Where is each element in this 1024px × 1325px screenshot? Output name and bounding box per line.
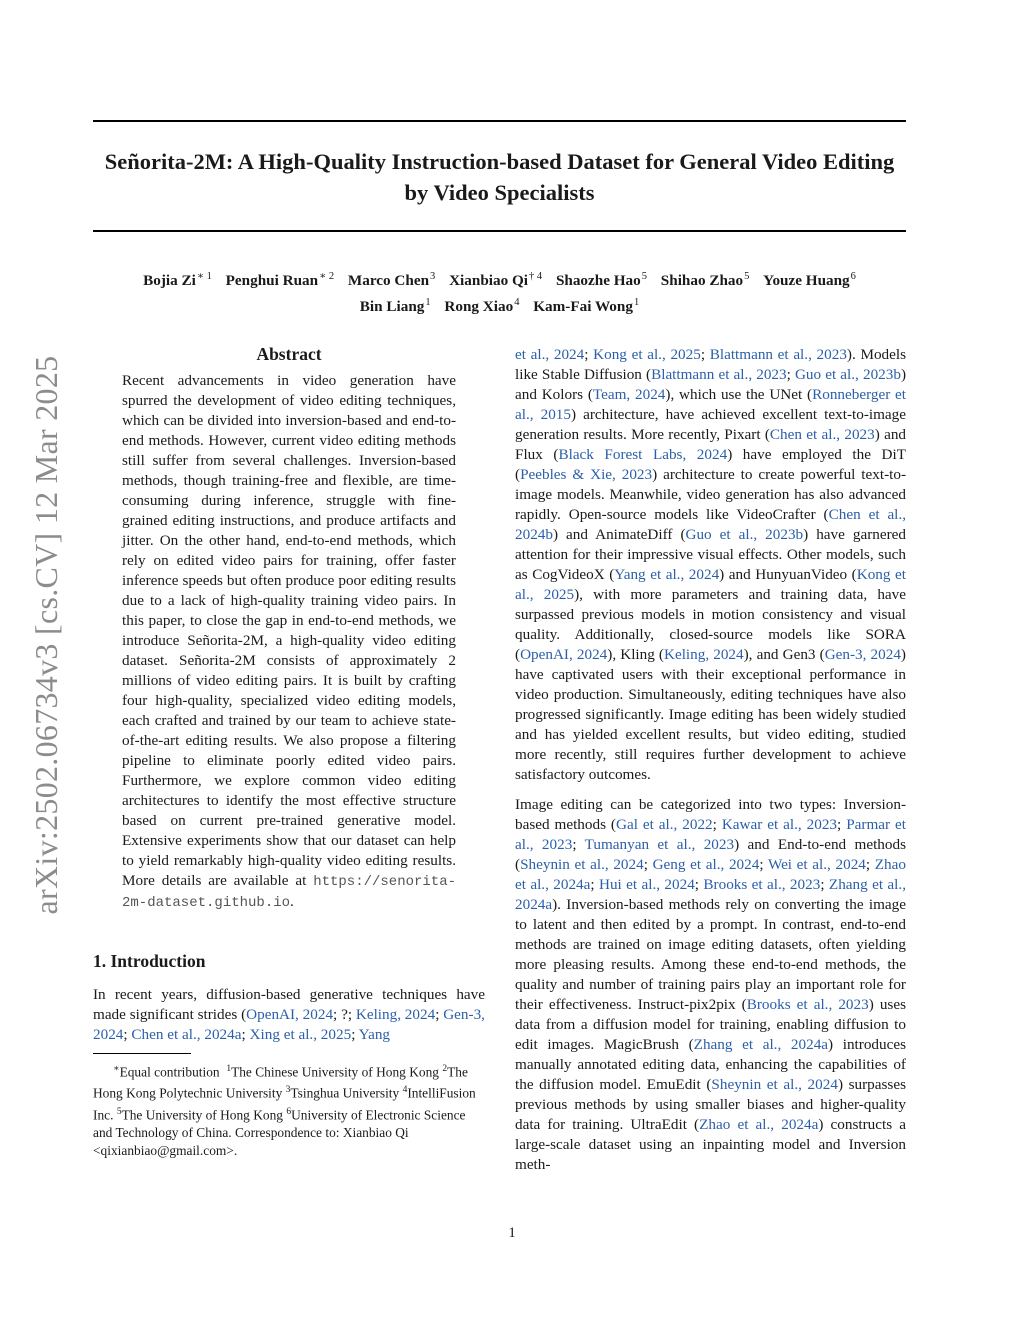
author-4 xyxy=(449,272,542,289)
author-name: Penghui Ruan xyxy=(225,272,319,290)
citation-link[interactable]: Xing et al., 2025 xyxy=(249,1026,352,1043)
citation-link[interactable]: Peebles & Xie, 2023 xyxy=(520,466,653,483)
author-list xyxy=(93,266,906,318)
citation-link[interactable]: Gal et al., 2022 xyxy=(616,816,713,833)
citation-link[interactable]: Yang xyxy=(358,1026,391,1043)
title-rule-top xyxy=(93,120,906,122)
citation-link[interactable]: Zhao et al., 2024a xyxy=(515,856,906,893)
footnote-aff4: IntelliFusion Inc. xyxy=(93,1085,476,1123)
citation-link[interactable]: Zhao et al., 2024a xyxy=(699,1116,819,1133)
introduction-body: In recent years, diffusion-based generative techniques have made significant strides (OpenAI, 2024; ?; Keling, 2024; Gen-3, 2024; Chen et al., 2024a; Xing et al., 2025; Yang xyxy=(93,986,485,1043)
footnotes xyxy=(93,1060,485,1160)
author-affiliation-mark: 3 xyxy=(430,271,436,282)
citation-link[interactable]: Parmar et al., 2023 xyxy=(515,816,906,853)
author-name: Xianbiao Qi xyxy=(449,272,529,290)
citation-link[interactable]: Zhang et al., 2024a xyxy=(515,876,906,913)
citation-link[interactable]: Kawar et al., 2023 xyxy=(721,816,838,833)
footnote-mark-5: 5 xyxy=(116,1106,122,1117)
footnote-aff3: Tsinghua University xyxy=(290,1085,400,1101)
citation-link[interactable]: Keling, 2024 xyxy=(355,1006,436,1023)
author-name: Bojia Zi xyxy=(143,272,196,290)
footnote-mark-1: 1 xyxy=(226,1064,232,1074)
author-name: Shaozhe Hao xyxy=(555,272,641,290)
citation-link[interactable]: Geng et al., 2024 xyxy=(652,856,760,873)
abstract-body xyxy=(122,371,456,913)
abstract-text: Recent advancements in video generation have spurred the development of video editing techniques, which can be divided into inversion-based and end-to-end methods. However, current video editing methods still suffer from several challenges. Inversion-based methods, though training-free and flexible, are time-consuming during inference, struggle with fine-grained editing instructions, and produce artifacts and jitter. On the other hand, end-to-end methods, which rely on edited video pairs for training, offer faster inference speeds but often produce poor editing results due to a lack of high-quality training video pairs. In this paper, to close the gap in end-to-end methods, we introduce Señorita-2M, a high-quality video editing dataset. Señorita-2M consists of approximately 2 millions of video editing pairs. It is built by crafting four high-quality, specialized video editing models, each crafted and trained by our team to achieve state-of-the-art editing results. We also propose a filtering pipeline to eliminate poorly edited video pairs. Furthermore, we explore common video editing architectures to identify the most effective structure based on current pre-trained generative model. Extensive experiments show that our dataset can help to yield remarkably high-quality video editing results. More details are available at xyxy=(122,372,456,889)
author-name: Marco Chen xyxy=(347,272,430,290)
right-column-paragraph-2: Image editing can be categorized into two types: Inversion-based methods (Gal et al., 2022; Kawar et al., 2023; Parmar et al., 2023; Tumanyan et al., 2023) and End-to-end methods (Sheynin et al., 2024; Geng et al., 2024; Wei et al., 2024; Zhao et al., 2024a; Hui et al., 2024; Brooks et al., 2023; Zhang et al., 2024a). Inversion-based methods rely on converting the image to latent and then edited by a prompt. In contrast, end-to-end methods are trained on image editing datasets, often yielding more pleasing results. Among these end-to-end methods, the quality and number of training pairs play an important role for their effectiveness. Instruct-pix2pix (Brooks et al., 2023) uses data from a diffusion model for training, enabling diffusion to edit images. MagicBrush (Zhang et al., 2024a) introduces manually annotated editing data, enhancing the capabilities of the diffusion model. EmuEdit (Sheynin et al., 2024) surpasses previous methods by using smaller biases and higher-quality data for training. UltraEdit (Zhao et al., 2024a) constructs a large-scale dataset using an inpainting model and Inversion meth- xyxy=(515,796,906,1173)
author-name: Kam-Fai Wong xyxy=(533,298,633,316)
citation-link[interactable]: Wei et al., 2024 xyxy=(767,856,866,873)
citation-link[interactable]: Kong et al., 2025 xyxy=(593,346,701,363)
citation-link[interactable]: Sheynin et al., 2024 xyxy=(711,1076,838,1093)
author-affiliation-mark: ∗ 1 xyxy=(196,271,212,282)
footnote-mark-3: 3 xyxy=(285,1085,291,1096)
footnote-aff1: The Chinese University of Hong Kong xyxy=(231,1064,439,1080)
footnote-mark-4: 4 xyxy=(402,1085,408,1096)
citation-link[interactable]: Brooks et al., 2023 xyxy=(746,996,869,1013)
abstract-heading: Abstract xyxy=(256,344,322,364)
citation-link[interactable]: Black Forest Labs, 2024 xyxy=(558,446,728,463)
footnote-equal: Equal contribution xyxy=(119,1064,220,1080)
citation-link[interactable]: Kong et al., 2025 xyxy=(515,566,906,603)
author-affiliation-mark: 6 xyxy=(850,271,856,282)
footnote-aff2: The Hong Kong Polytechnic University xyxy=(93,1064,468,1101)
citation-link[interactable]: Chen et al., 2024b xyxy=(515,506,906,543)
title-rule-bottom xyxy=(93,230,906,232)
citation-link[interactable]: OpenAI, 2024 xyxy=(246,1006,334,1023)
citation-link[interactable]: Blattmann et al., 2023 xyxy=(709,346,847,363)
author-8 xyxy=(360,298,431,315)
citation-link[interactable]: Yang et al., 2024 xyxy=(614,566,720,583)
author-10 xyxy=(533,298,639,315)
citation-link[interactable]: Guo et al., 2023b xyxy=(794,366,901,383)
citation-link[interactable]: Guo et al., 2023b xyxy=(685,526,804,543)
author-6 xyxy=(661,272,750,289)
citation-link[interactable]: Chen et al., 2024a xyxy=(131,1026,242,1043)
author-2 xyxy=(226,272,334,289)
page-number: 1 xyxy=(508,1224,516,1241)
right-column xyxy=(515,345,906,1185)
footnote-aff5: The University of Hong Kong xyxy=(121,1107,283,1123)
abstract-url-link[interactable]: https://senorita-2m-dataset.github.io xyxy=(122,874,457,911)
author-5 xyxy=(556,272,647,289)
citation-link[interactable]: Chen et al., 2023 xyxy=(769,426,875,443)
footnote-mark-6: 6 xyxy=(286,1106,292,1117)
citation-link[interactable]: et al., 2024 xyxy=(515,346,585,363)
author-name: Shihao Zhao xyxy=(660,272,744,290)
author-affiliation-mark: 5 xyxy=(744,271,750,282)
left-column xyxy=(93,342,485,1160)
author-name: Youze Huang xyxy=(763,272,850,290)
author-affiliation-mark: 1 xyxy=(425,297,431,309)
citation-link[interactable]: Gen-3, 2024 xyxy=(824,646,901,663)
author-1 xyxy=(143,272,212,289)
citation-link[interactable]: Hui et al., 2024 xyxy=(599,876,695,893)
author-affiliation-mark: † 4 xyxy=(529,271,543,282)
citation-link[interactable]: OpenAI, 2024 xyxy=(520,646,608,663)
author-affiliation-mark: 5 xyxy=(641,271,647,282)
citation-link[interactable]: Gen-3, 2024 xyxy=(93,1006,485,1043)
author-affiliation-mark: 4 xyxy=(514,297,520,309)
abstract-end: . xyxy=(290,893,294,910)
footnote-aff6: University of Electronic Science and Technology of China. Correspondence to: Xianbiao Qi <qixianbiao@gmail.com>. xyxy=(93,1107,466,1159)
author-affiliation-mark: 1 xyxy=(633,297,640,309)
citation-link[interactable]: Keling, 2024 xyxy=(664,646,744,663)
footnote-rule xyxy=(93,1053,191,1054)
citation-link[interactable]: Sheynin et al., 2024 xyxy=(520,856,644,873)
author-9 xyxy=(444,298,519,315)
citation-link[interactable]: Zhang et al., 2024a xyxy=(693,1036,829,1053)
author-name: Rong Xiao xyxy=(444,298,514,316)
paper-title: Señorita-2M: A High-Quality Instruction-based Dataset for General Video Editing by Video Specialists xyxy=(104,149,895,205)
footnote-mark-2: 2 xyxy=(442,1064,448,1074)
author-name: Bin Liang xyxy=(359,298,425,316)
author-7 xyxy=(763,272,856,289)
arxiv-side-stamp: arXiv:2502.06734v3 [cs.CV] 12 Mar 2025 xyxy=(28,355,64,915)
citation-link[interactable]: Ronneberger et al., 2015 xyxy=(515,386,907,423)
footnote-mark-equal: ∗ xyxy=(113,1064,120,1074)
author-3 xyxy=(348,272,435,289)
citation-link[interactable]: Blattmann et al., 2023 xyxy=(651,366,787,383)
citation-link[interactable]: Team, 2024 xyxy=(592,386,666,403)
citation-link[interactable]: Brooks et al., 2023 xyxy=(703,876,821,893)
citation-link[interactable]: Tumanyan et al., 2023 xyxy=(584,836,735,853)
right-column-paragraph-1: et al., 2024; Kong et al., 2025; Blattmann et al., 2023). Models like Stable Diffusion (Blattmann et al., 2023; Guo et al., 2023b) and Kolors (Team, 2024), which use the UNet (Ronneberger et al., 2015) architecture, have achieved excellent text-to-image generation results. More recently, Pixart (Chen et al., 2023) and Flux (Black Forest Labs, 2024) have employed the DiT (Peebles & Xie, 2023) architecture to create powerful text-to-image models. Meanwhile, video generation has also advanced rapidly. Open-source models like VideoCrafter (Chen et al., 2024b) and AnimateDiff (Guo et al., 2023b) have garnered attention for their impressive visual effects. Other models, such as CogVideoX (Yang et al., 2024) and HunyuanVideo (Kong et al., 2025), with more parameters and training data, have surpassed previous models in motion consistency and visual quality. Additionally, closed-source models like SORA (OpenAI, 2024), Kling (Keling, 2024), and Gen3 (Gen-3, 2024) have captivated users with their exceptional performance in video production. Simultaneously, editing techniques have also progressed significantly. Image editing has been widely studied and has yielded excellent results, but video editing, studied more recently, still requires further development to achieve satisfactory outcomes. xyxy=(515,346,907,783)
introduction-heading: 1. Introduction xyxy=(93,951,206,971)
author-affiliation-mark: ∗ 2 xyxy=(319,271,335,282)
